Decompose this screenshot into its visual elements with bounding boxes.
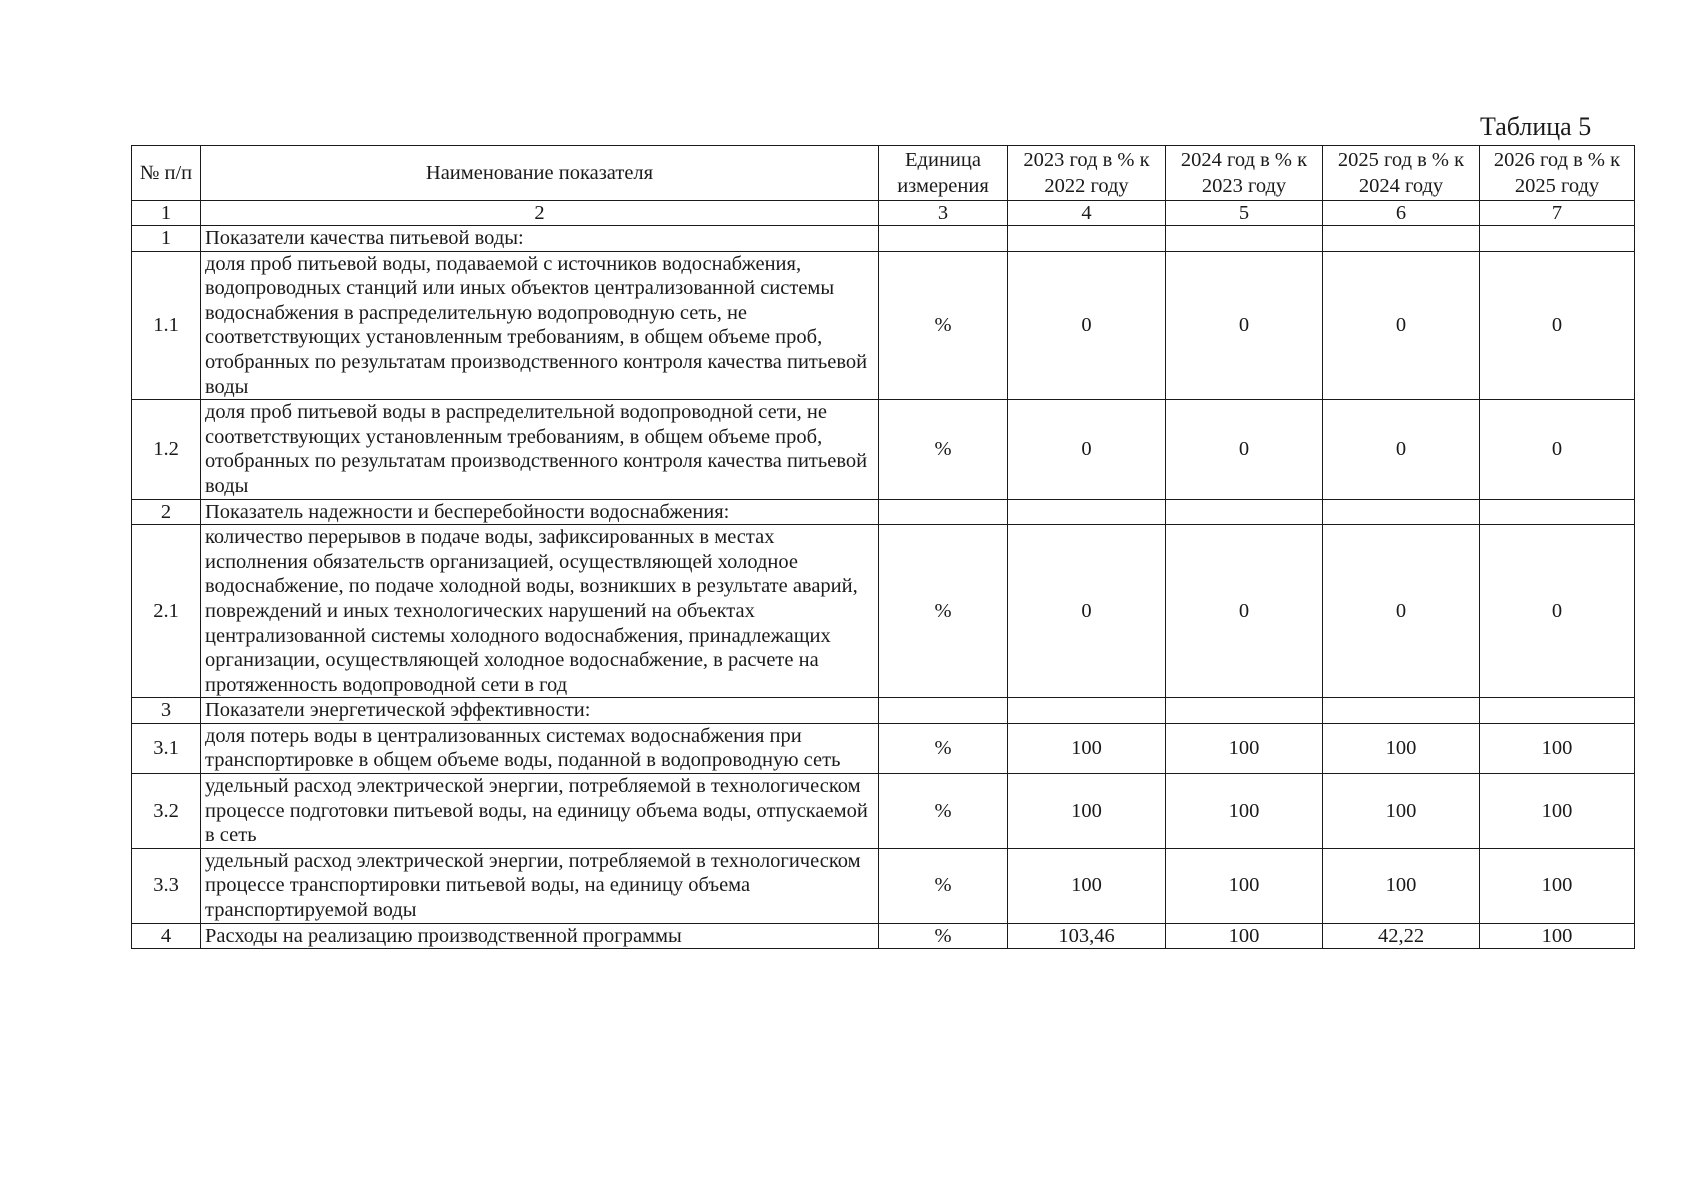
value-2025 xyxy=(1323,698,1480,724)
header-row xyxy=(132,146,1635,201)
value-2025 xyxy=(1323,499,1480,525)
value-2024: 100 xyxy=(1166,723,1323,773)
row-number: 3.1 xyxy=(132,723,201,773)
row-number: 1 xyxy=(132,226,201,252)
unit-cell: % xyxy=(879,848,1008,923)
value-2026: 100 xyxy=(1480,923,1635,949)
table-row xyxy=(132,774,1635,849)
column-number: 1 xyxy=(132,201,201,226)
value-2023: 0 xyxy=(1008,525,1166,698)
header-year-2025: 2025 год в % к 2024 году xyxy=(1323,146,1480,201)
unit-cell xyxy=(879,226,1008,252)
column-number-row xyxy=(132,201,1635,226)
value-2026: 0 xyxy=(1480,400,1635,499)
header-year-2024: 2024 год в % к 2023 году xyxy=(1166,146,1323,201)
row-number: 4 xyxy=(132,923,201,949)
header-name: Наименование показателя xyxy=(201,146,879,201)
indicator-name: Расходы на реализацию производственной программы xyxy=(201,923,879,949)
indicator-name: Показатели энергетической эффективности: xyxy=(201,698,879,724)
table-row xyxy=(132,226,1635,252)
row-number: 3 xyxy=(132,698,201,724)
row-number: 3.2 xyxy=(132,774,201,849)
value-2025: 0 xyxy=(1323,400,1480,499)
value-2023: 100 xyxy=(1008,848,1166,923)
value-2024: 100 xyxy=(1166,848,1323,923)
indicator-name: Показатели качества питьевой воды: xyxy=(201,226,879,252)
value-2026: 100 xyxy=(1480,848,1635,923)
indicator-name: удельный расход электрической энергии, потребляемой в технологическом процессе подготовки питьевой воды, на единицу объема воды, отпускаемой в сеть xyxy=(201,774,879,849)
indicator-name: доля потерь воды в централизованных системах водоснабжения при транспортировке в общем объеме воды, поданной в водопроводную сеть xyxy=(201,723,879,773)
table-row xyxy=(132,525,1635,698)
column-number: 4 xyxy=(1008,201,1166,226)
row-number: 1.1 xyxy=(132,251,201,400)
column-number: 5 xyxy=(1166,201,1323,226)
value-2024: 0 xyxy=(1166,400,1323,499)
unit-cell: % xyxy=(879,774,1008,849)
value-2026: 100 xyxy=(1480,774,1635,849)
value-2025: 0 xyxy=(1323,251,1480,400)
table-row xyxy=(132,698,1635,724)
value-2024: 0 xyxy=(1166,251,1323,400)
unit-cell: % xyxy=(879,923,1008,949)
value-2026: 0 xyxy=(1480,251,1635,400)
value-2024 xyxy=(1166,226,1323,252)
table-row xyxy=(132,251,1635,400)
indicator-name: удельный расход электрической энергии, потребляемой в технологическом процессе транспортировки питьевой воды, на единицу объема транспортируемой воды xyxy=(201,848,879,923)
unit-cell xyxy=(879,499,1008,525)
value-2026 xyxy=(1480,698,1635,724)
value-2025: 42,22 xyxy=(1323,923,1480,949)
indicator-name: доля проб питьевой воды, подаваемой с источников водоснабжения, водопроводных станций или иных объектов централизованной системы водоснабжения в распределительную водопроводную сеть, не соответствующих установленным требованиям, в общем объеме проб, отобранных по результатам производственного контроля качества питьевой воды xyxy=(201,251,879,400)
indicator-name: количество перерывов в подаче воды, зафиксированных в местах исполнения обязательств организацией, осуществляющей холодное водоснабжение, по подаче холодной воды, возникших в результате аварий, повреждений и иных технологических нарушений на объектах централизованной системы холодного водоснабжения, принадлежащих организации, осуществляющей холодное водоснабжение, в расчете на протяженность водопроводной сети в год xyxy=(201,525,879,698)
value-2025: 100 xyxy=(1323,774,1480,849)
value-2023: 103,46 xyxy=(1008,923,1166,949)
value-2025: 100 xyxy=(1323,723,1480,773)
indicator-name: Показатель надежности и бесперебойности водоснабжения: xyxy=(201,499,879,525)
column-number: 2 xyxy=(201,201,879,226)
table-row xyxy=(132,848,1635,923)
unit-cell: % xyxy=(879,251,1008,400)
value-2025 xyxy=(1323,226,1480,252)
value-2025: 100 xyxy=(1323,848,1480,923)
table-row xyxy=(132,723,1635,773)
value-2026: 100 xyxy=(1480,723,1635,773)
unit-cell: % xyxy=(879,723,1008,773)
value-2024: 100 xyxy=(1166,923,1323,949)
table-row xyxy=(132,400,1635,499)
row-number: 3.3 xyxy=(132,848,201,923)
table-row xyxy=(132,499,1635,525)
column-number: 6 xyxy=(1323,201,1480,226)
value-2025: 0 xyxy=(1323,525,1480,698)
unit-cell xyxy=(879,698,1008,724)
value-2023 xyxy=(1008,698,1166,724)
unit-cell: % xyxy=(879,400,1008,499)
value-2023: 0 xyxy=(1008,400,1166,499)
header-year-2023: 2023 год в % к 2022 году xyxy=(1008,146,1166,201)
row-number: 2 xyxy=(132,499,201,525)
table-row xyxy=(132,923,1635,949)
value-2024 xyxy=(1166,698,1323,724)
header-unit: Единица измерения xyxy=(879,146,1008,201)
header-year-2026: 2026 год в % к 2025 году xyxy=(1480,146,1635,201)
value-2026 xyxy=(1480,499,1635,525)
column-number: 7 xyxy=(1480,201,1635,226)
value-2024: 0 xyxy=(1166,525,1323,698)
value-2023: 100 xyxy=(1008,723,1166,773)
value-2024 xyxy=(1166,499,1323,525)
value-2023 xyxy=(1008,226,1166,252)
indicators-table xyxy=(131,145,1635,949)
value-2026: 0 xyxy=(1480,525,1635,698)
column-number: 3 xyxy=(879,201,1008,226)
unit-cell: % xyxy=(879,525,1008,698)
row-number: 1.2 xyxy=(132,400,201,499)
value-2023: 100 xyxy=(1008,774,1166,849)
value-2023 xyxy=(1008,499,1166,525)
indicator-name: доля проб питьевой воды в распределительной водопроводной сети, не соответствующих установленным требованиям, в общем объеме проб, отобранных по результатам производственного контроля качества питьевой воды xyxy=(201,400,879,499)
value-2026 xyxy=(1480,226,1635,252)
header-num: № п/п xyxy=(132,146,201,201)
table-caption: Таблица 5 xyxy=(1480,112,1592,141)
value-2023: 0 xyxy=(1008,251,1166,400)
row-number: 2.1 xyxy=(132,525,201,698)
value-2024: 100 xyxy=(1166,774,1323,849)
